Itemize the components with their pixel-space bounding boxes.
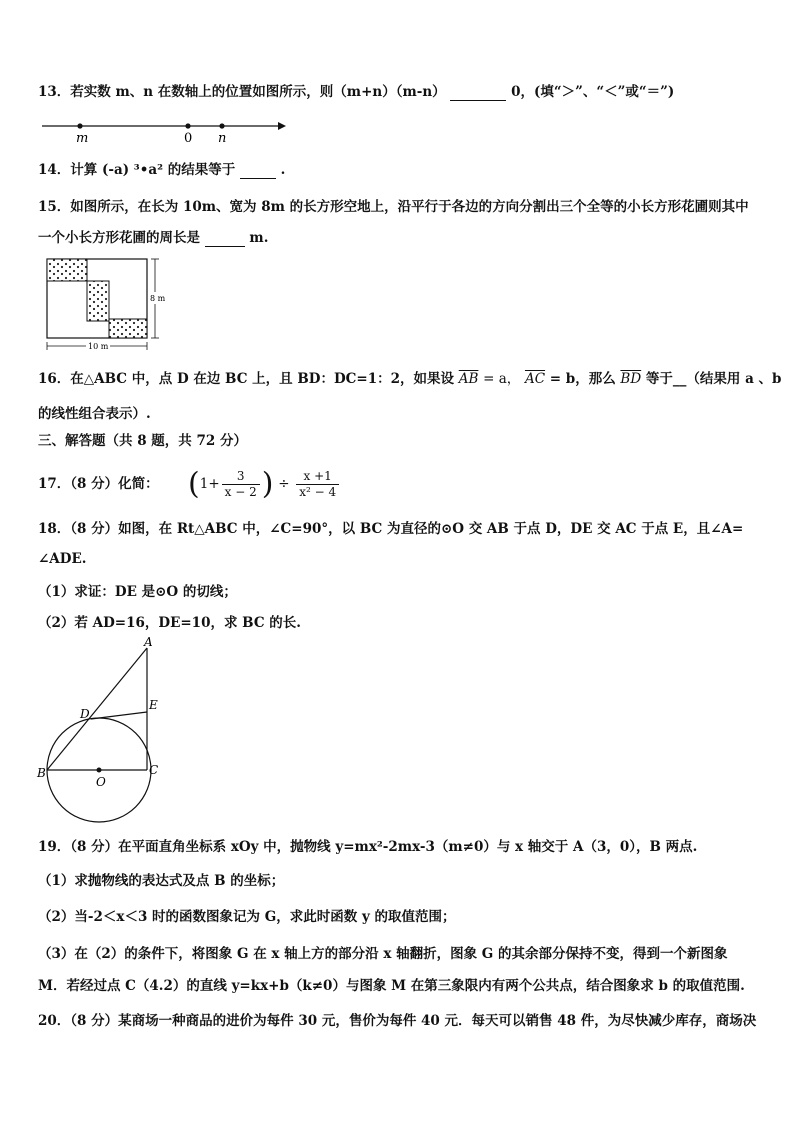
- q19-part2: （2）当-2＜x＜3 时的函数图象记为 G，求此时函数 y 的取值范围；: [38, 909, 456, 925]
- q16-line2: 的线性组合表示）.: [38, 406, 151, 422]
- q17-one-plus: 1+: [199, 476, 220, 492]
- q14-answer-blank[interactable]: [240, 164, 276, 179]
- q13-question: [38, 83, 674, 101]
- point-n: [219, 123, 224, 128]
- point-m: [77, 123, 82, 128]
- segment-de: [91, 712, 147, 719]
- q20-line1: 20．（8 分）某商场一种商品的进价为每件 30 元，售价为每件 40 元．每天可以销售 48 件，为尽快减少库存，商场决: [38, 1013, 757, 1029]
- label-a: A: [144, 636, 153, 649]
- vector-ab: $\overline{AB}$: [458, 371, 479, 387]
- q18-line1: 18．（8 分）如图，在 Rt△ABC 中，∠C=90°，以 BC 为直径的⊙O 交 AB 于点 D，DE 交 AC 于点 E，且∠A=: [38, 521, 744, 537]
- q17-frac1-num: 3: [222, 469, 260, 485]
- q15-line1: 15．如图所示，在长为 10m、宽为 8m 的长方形空地上，沿平行于各边的方向分割出三个全等的小长方形花圃则其中: [38, 199, 749, 215]
- segment-ab: [47, 648, 147, 770]
- q16-text-b: 等于__（结果用 a 、b: [645, 371, 782, 387]
- q15-line2-before: 一个小长方形花圃的周长是: [38, 230, 200, 246]
- q17-frac2-num: x +1: [296, 469, 339, 485]
- q16-text-a: 16．在△ABC 中，点 D 在边 BC 上，且 BD：DC=1：2，如果设: [38, 371, 455, 387]
- q18-line2: ∠ADE.: [38, 551, 87, 567]
- q18-figure: [36, 636, 166, 826]
- flower-bed-1: [47, 259, 87, 281]
- label-d: D: [80, 707, 90, 721]
- q13-text-after: 0，(填“＞”、“＜”或“＝”): [511, 84, 675, 100]
- label-n: n: [218, 131, 227, 146]
- center-o: [97, 768, 102, 773]
- q19-line1: 19．（8 分）在平面直角坐标系 xOy 中，抛物线 y=mx²-2mx-3（m≠0）与 x 轴交于 A（3，0），B 两点.: [38, 839, 698, 855]
- q18-part2: （2）若 AD=16，DE=10，求 BC 的长.: [38, 615, 301, 631]
- q14-question: [38, 161, 285, 179]
- q15-answer-blank[interactable]: [205, 232, 245, 247]
- label-m: m: [76, 131, 89, 146]
- vector-ac: $\overline{AC}$: [524, 371, 546, 387]
- dim-height-label: 8 m: [150, 294, 166, 303]
- q19-part3a: （3）在（2）的条件下，将图象 G 在 x 轴上方的部分沿 x 轴翻折，图象 G 的其余部分保持不变，得到一个新图象: [38, 946, 728, 962]
- q19-part3b: M．若经过点 C（4.2）的直线 y=kx+b（k≠0）与图象 M 在第三象限内有两个公共点，结合图象求 b 的取值范围.: [38, 978, 745, 994]
- q13-answer-blank[interactable]: [450, 86, 506, 101]
- label-0: 0: [184, 131, 193, 146]
- q16-eq-a: = a，: [483, 371, 521, 387]
- label-b: B: [37, 766, 46, 780]
- q14-text: 14．计算 (-a) ³•a² 的结果等于: [38, 162, 236, 178]
- q16-line1: [38, 370, 781, 388]
- vector-bd: $\overline{BD}$: [620, 371, 642, 387]
- q17-frac2-den: x² − 4: [299, 485, 337, 499]
- dim-width-label: 10 m: [88, 342, 109, 351]
- q17-frac1-den: x − 2: [224, 485, 257, 499]
- q15-figure: [40, 255, 180, 353]
- point-0: [185, 123, 190, 128]
- q15-line2: [38, 229, 268, 247]
- section-3-heading: 三、解答题（共 8 题，共 72 分）: [38, 433, 247, 449]
- q17-question: 17．（8 分）化简： (1+ $\frac{3}{x - 2}$ ) ÷ $\frac{x +1}{\text{x² − 4}}$: [38, 464, 341, 504]
- q14-end: .: [280, 162, 286, 178]
- q13-text-before: 13．若实数 m、n 在数轴上的位置如图所示，则（m+n）（m-n）: [38, 84, 446, 100]
- flower-bed-3: [109, 319, 147, 338]
- q18-part1: （1）求证：DE 是⊙O 的切线；: [38, 584, 237, 600]
- q17-divide: ÷: [278, 476, 290, 492]
- flower-bed-2: [87, 281, 109, 321]
- label-o: O: [96, 775, 106, 789]
- q13-number-line: [40, 116, 290, 146]
- q17-label: 17．（8 分）化简：: [38, 476, 159, 492]
- q16-eq-b: = b，那么: [549, 371, 616, 387]
- q19-part1: （1）求抛物线的表达式及点 B 的坐标；: [38, 873, 285, 889]
- number-line-arrow: [278, 122, 286, 130]
- label-e: E: [149, 698, 158, 712]
- q15-line2-after: m.: [249, 230, 269, 246]
- label-c: C: [149, 763, 159, 777]
